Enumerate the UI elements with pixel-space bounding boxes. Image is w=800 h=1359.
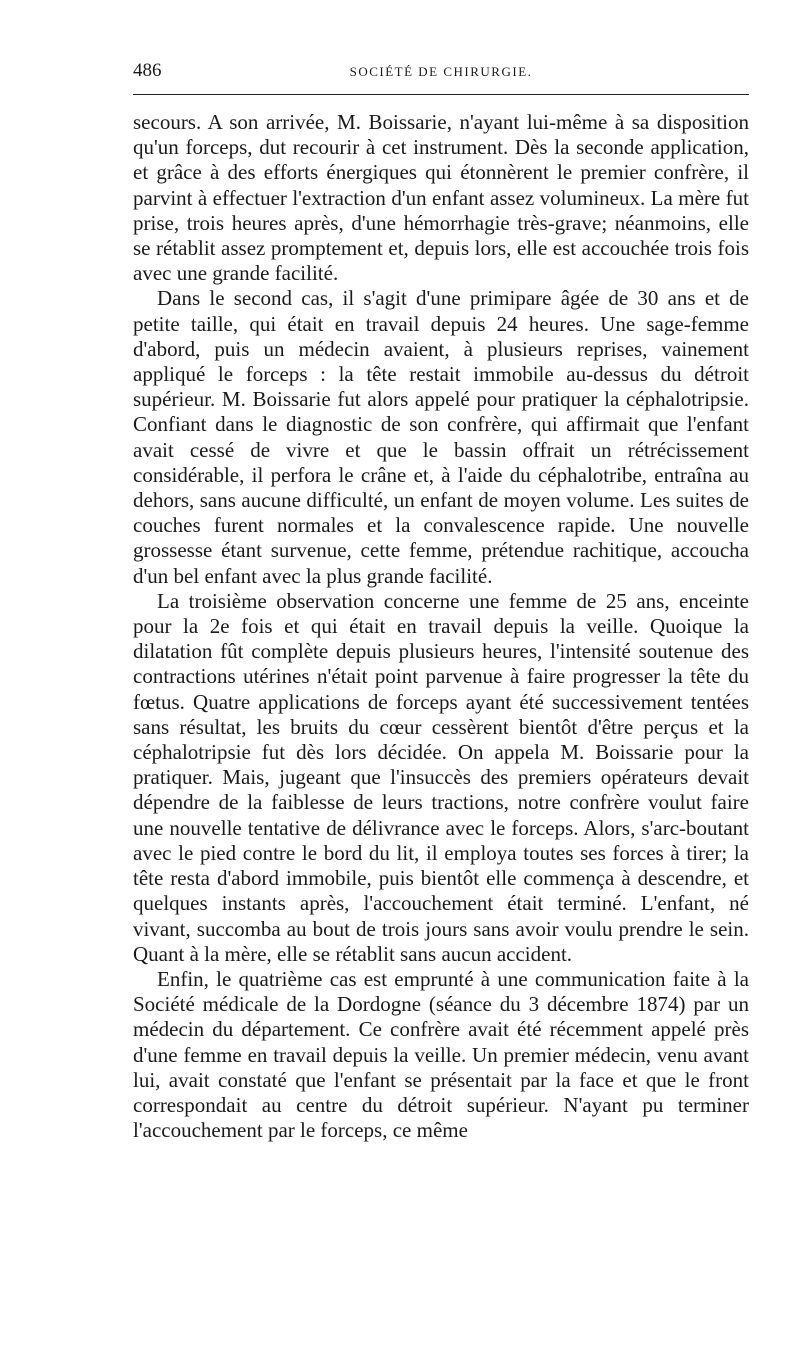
page-header bbox=[133, 60, 749, 90]
paragraph-3: La troisième observation concerne une femme de 25 ans, enceinte pour la 2e fois et qui était en travail depuis la veille. Quoique la dilatation fût complète depuis plusieurs heures, l'intensité soutenue des contractions utérines n'était point parvenue à faire progresser la tête du fœtus. Quatre applications de forceps ayant été successivement tentées sans résultat, les bruits du cœur cessèrent bientôt d'être perçus et la céphalotripsie fut dès lors décidée. On appela M. Boissarie pour la pratiquer. Mais, jugeant que l'insuccès des premiers opérateurs devait dépendre de la faiblesse de leurs tractions, notre confrère voulut faire une nouvelle tentative de délivrance avec le forceps. Alors, s'arc-boutant avec le pied contre le bord du lit, il employa toutes ses forces à tirer; la tête resta d'abord immobile, puis bientôt elle commença à descendre, et quelques instants après, l'accouchement était terminé. L'enfant, né vivant, succomba au bout de trois jours sans avoir voulu prendre le sein. Quant à la mère, elle se rétablit sans aucun accident. bbox=[133, 588, 749, 966]
paragraph-1: secours. A son arrivée, M. Boissarie, n'ayant lui-même à sa disposition qu'un forceps, dut recourir à cet instrument. Dès la seconde application, et grâce à des efforts énergiques qui étonnèrent le premier confrère, il parvint à effectuer l'extraction d'un enfant assez volumineux. La mère fut prise, trois heures après, d'une hémorrhagie très-grave; néanmoins, elle se rétablit assez promptement et, depuis lors, elle est accouchée trois fois avec une grande facilité. bbox=[133, 110, 749, 286]
paragraph-4: Enfin, le quatrième cas est emprunté à une communication faite à la Société médicale de la Dordogne (séance du 3 décembre 1874) par un médecin du département. Ce confrère avait été récemment appelé près d'une femme en travail depuis la veille. Un premier médecin, venu avant lui, avait constaté que l'enfant se présentait par la face et que le front correspondait au centre du détroit supérieur. N'ayant pu terminer l'accouchement par le forceps, ce même bbox=[133, 966, 749, 1143]
paragraph-2: Dans le second cas, il s'agit d'une primipare âgée de 30 ans et de petite taille, qui était en travail depuis 24 heures. Une sage-femme d'abord, puis un médecin avaient, à plusieurs reprises, vainement appliqué le forceps : la tête restait immobile au-dessus du détroit supérieur. M. Boissarie fut alors appelé pour pratiquer la céphalotripsie. Confiant dans le diagnostic de son confrère, qui affirmait que l'enfant avait cessé de vivre et que le bassin offrait un rétrécissement considérable, il perfora le crâne et, à l'aide du céphalotribe, entraîna au dehors, sans aucune difficulté, un enfant de moyen volume. Les suites de couches furent normales et la convalescence rapide. Une nouvelle grossesse étant survenue, cette femme, prétendue rachitique, accoucha d'un bel enfant avec la plus grande facilité. bbox=[133, 286, 749, 588]
page-number: 486 bbox=[133, 60, 162, 81]
running-title: SOCIÉTÉ DE CHIRURGIE. bbox=[349, 64, 533, 79]
header-rule bbox=[133, 94, 749, 95]
body-text bbox=[133, 110, 749, 1143]
